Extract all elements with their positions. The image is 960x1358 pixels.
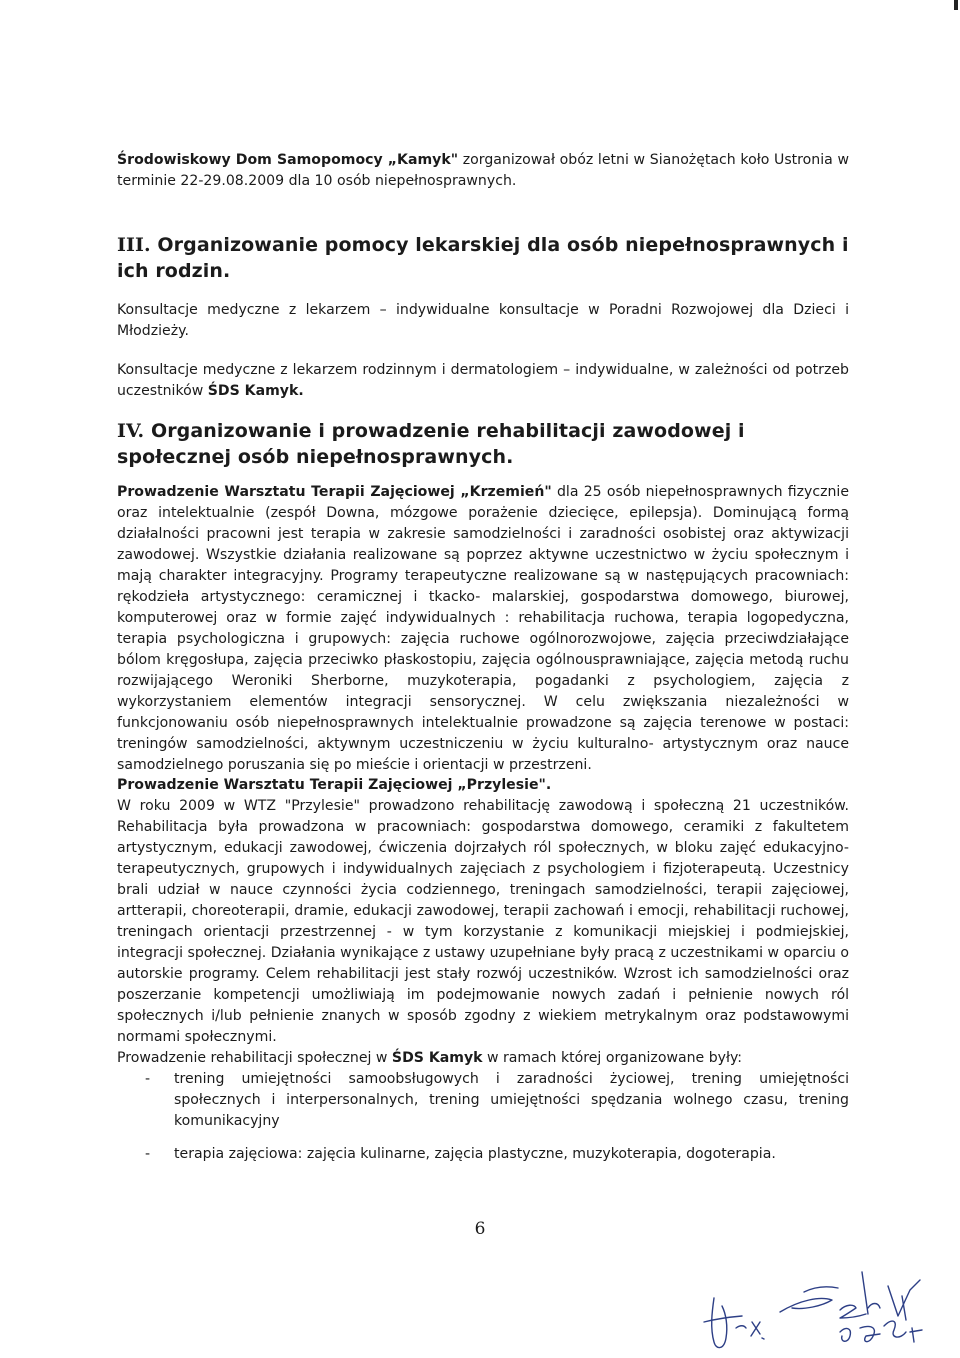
section-3-number: III. (117, 234, 151, 256)
scan-edge-mark (954, 0, 958, 10)
section-3-title: Organizowanie pomocy lekarskiej dla osób niepełnosprawnych i ich rodzin. (117, 234, 849, 282)
krzemien-text: dla 25 osób niepełnosprawnych fizycznie oraz intelektualnie (zespół Downa, mózgowe porażenie dziecięce, epilepsja). Dominującą formą działalności pracowni jest terapia w zakresie samodzielności i zaradności osobistej oraz aktywizacji zawodowej. Wszystkie działania realizowane są poprzez aktywne uczestnictwo w życiu społecznym i mają charakter integracyjny. Programy terapeutyczne realizowane są w następujących pracowniach: rękodzieła artystycznego: ceramicznej i tkacko- malarskiej, gospodarstwa domowego, biurowej, komputerowej oraz w formie zajęć indywidualnych : rehabilitacja ruchowa, terapia logopedyczna, terapia psychologiczna i grupowych: zajęcia ruchowe ogólnorozwojowe, zajęcia przeciwdziałające bólom kręgosłupa, zajęcia przeciwko płaskostopiu, zajęcia ogólnousprawniające, zajęcia metodą ruchu rozwijającego Weroniki Sherborne, muzykoterapia, pogadanki z psychologiem, zajęcia z wykorzystaniem elementów integracji sensorycznej. W celu zwiększania niezależności w funkcjonowaniu osób niepełnosprawnych intelektualnie prowadzone są zajęcia terenowe w postaci: treningów samodzielności, aktywnym uczestniczeniu w życiu kulturalno- artystycznym oraz nauce samodzielnego poruszania się po mieście i orientacji w przestrzeni. (117, 484, 850, 773)
list-item-text: terapia zajęciowa: zajęcia kulinarne, zajęcia plastyczne, muzykoterapia, dogoterapia. (174, 1146, 776, 1162)
social-text: Prowadzenie rehabilitacji społecznej w (117, 1050, 392, 1066)
przylesie-text: W roku 2009 w WTZ "Przylesie" prowadzono rehabilitację zawodową i społeczną 21 uczestników. Rehabilitacja była prowadzona w pracowniach: gospodarstwa domowego, ceramiki z fakultetem artystycznym, edukacji zawodowej, ćwiczenia dojrzałych ról społecznych, w bloku zajęć edukacyjno-terapeutycznych, grupowych i indywidualnych zajęciach z psychologiem i fizjoterapeutą. Uczestnicy brali udział w nauce czynności życia codziennego, treningach samodzielności, terapii zajęciowej, artterapii, choreoterapii, dramie, edukacji zawodowej, terapii zachowań i emocji, rehabilitacji ruchowej, treningach orientacji przestrzennej - w tym korzystanie z komunikacji miejskiej i podmiejskiej, integracji społecznej. Działania wynikające z ustawy uzupełniane były pracą z uczestnikami w oparciu o autorskie programy. Celem rehabilitacji jest stały rozwój uczestników. Wzrost ich samodzielności oraz poszerzanie kompetencji umożliwiają im podejmowanie nowych zadań i pełnienie nowych ról społecznych i/lub pełnienie znanych w sposób zgodny z wiekiem metrykalnym oraz podstawowymi normami społecznymi. (117, 798, 849, 1045)
consult-text-2: Konsultacje medyczne z lekarzem rodzinnym i dermatologiem – indywidualne, w zależności od potrzeb uczestników (117, 362, 849, 399)
list-dash: - (145, 1071, 151, 1087)
consult-paragraph-2 (117, 360, 849, 402)
przylesie-paragraph (117, 775, 849, 1048)
list-item (117, 1069, 849, 1132)
krzemien-heading: Prowadzenie Warsztatu Terapii Zajęciowej „Krzemień" (117, 484, 552, 500)
page-number: 6 (474, 1219, 486, 1239)
handwritten-signature (700, 1270, 940, 1355)
list-item (117, 1144, 849, 1165)
consult-text-1: Konsultacje medyczne z lekarzem – indywidualne konsultacje w Poradni Rozwojowej dla Dzieci i Młodzieży. (117, 302, 849, 339)
consult-paragraph-1 (117, 300, 849, 342)
intro-paragraph (117, 150, 849, 192)
intro-org-name: Środowiskowy Dom Samopomocy „Kamyk" (117, 152, 459, 168)
krzemien-paragraph (117, 482, 849, 776)
section-4-title: Organizowanie i prowadzenie rehabilitacji zawodowej i społecznej osób niepełnosprawnych. (117, 420, 745, 468)
list-item-text: trening umiejętności samoobsługowych i zaradności życiowej, trening umiejętności społecznych i interpersonalnych, trening umiejętności spędzania wolnego czasu, trening komunikacyjny (174, 1071, 849, 1129)
social-text-rest: w ramach której organizowane były: (482, 1050, 743, 1066)
activities-list (117, 1069, 849, 1165)
list-dash: - (145, 1146, 151, 1162)
consult-org-name: ŚDS Kamyk. (207, 383, 304, 399)
section-4-number: IV. (117, 420, 145, 442)
przylesie-heading: Prowadzenie Warsztatu Terapii Zajęciowej „Przylesie". (117, 777, 552, 793)
section-4-heading (117, 418, 849, 470)
section-3-heading (117, 232, 849, 284)
intro-text: zorganizował obóz letni w Sianożętach koło Ustronia w terminie 22-29.08.2009 dla 10 osób niepełnosprawnych. (117, 152, 849, 189)
social-rehab-paragraph (117, 1048, 849, 1165)
social-org-name: ŚDS Kamyk (391, 1050, 483, 1066)
